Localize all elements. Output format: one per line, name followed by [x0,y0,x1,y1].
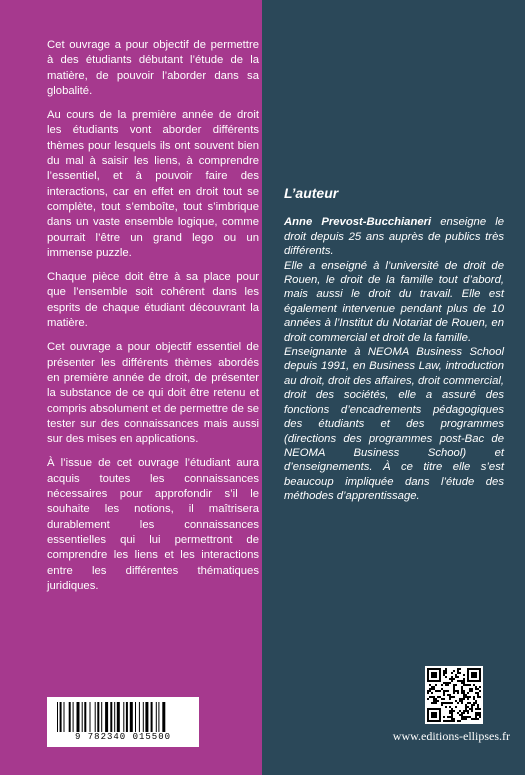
author-paragraph-1: Elle a enseigné à l’université de droit de Rouen, le droit de la famille tout d’abord, mais aussi le droit du travail. Elle est également intervenue pendant plus de 10 années à l’Institut du Notariat de Rouen, en droit commercial et droit de la famille. [284,259,504,344]
description-paragraph-5: À l’issue de cet ouvrage l’étudiant aura acquis toutes les connaissances nécessaires pour approfondir s’il le souhaite les notions, il maîtrisera durablement les connaissances essentielles qui lui permettront de comprendre les liens et les interactions entre les différentes thématiques juridiques. [47,457,259,592]
qr-code [425,666,483,724]
description-paragraph-1: Cet ouvrage a pour objectif de permettre à des étudiants débutant l’étude de la matière, de pouvoir l’aborder dans sa globalité. [47,39,259,97]
description-paragraph-3: Chaque pièce doit être à sa place pour que l’ensemble soit cohérent dans les esprits de chaque étudiant découvrant la matière. [47,271,259,330]
website-url: www.editions-ellipses.fr [392,729,510,743]
author-intro [284,215,504,258]
barcode-number: 9 782340 015500 [74,732,171,742]
barcode-bars [57,702,191,732]
description-paragraph-2: Au cours de la première année de droit les étudiants vont aborder différents thèmes pour lesquels ils ont souvent bien du mal à saisir les liens, à comprendre l’essentiel, et à pouvoir faire des interactions, car en effet en droit tout se complète, tout s’emboîte, tout s’imbrique dans un vaste ensemble logique, comme pourrait l’être un grand lego ou un immense puzzle. [47,109,259,259]
author-name: Anne Prevost-Bucchianeri [284,216,432,229]
qr-code-pattern [425,666,483,724]
barcode [47,697,199,747]
description-text [47,38,259,603]
author-intro-text: enseigne le droit depuis 25 ans auprès de publics très différents. [284,216,504,258]
author-paragraph-2: Enseignante à NEOMA Business School depuis 1991, en Business Law, introduction au droit, droit des affaires, droit commercial, droit des sociétés, elle a assuré des fonctions d’encadrements pédagogiques des étudiants et des programmes (directions des programmes post-Bac de NEOMA Business School) et d’enseignements. À ce titre elle s’est beaucoup impliquée dans l’étude des méthodes d’apprentissage. [284,346,504,503]
author-heading: L’auteur [284,185,339,201]
description-paragraph-4: Cet ouvrage a pour objectif essentiel de présenter les différents thèmes abordés en première année de droit, de présenter la substance de ce qui doit être retenu et compris absolument et de permettre de se tester sur des connaissances mais aussi sur des mises en applications. [47,341,259,446]
author-section [284,186,504,504]
